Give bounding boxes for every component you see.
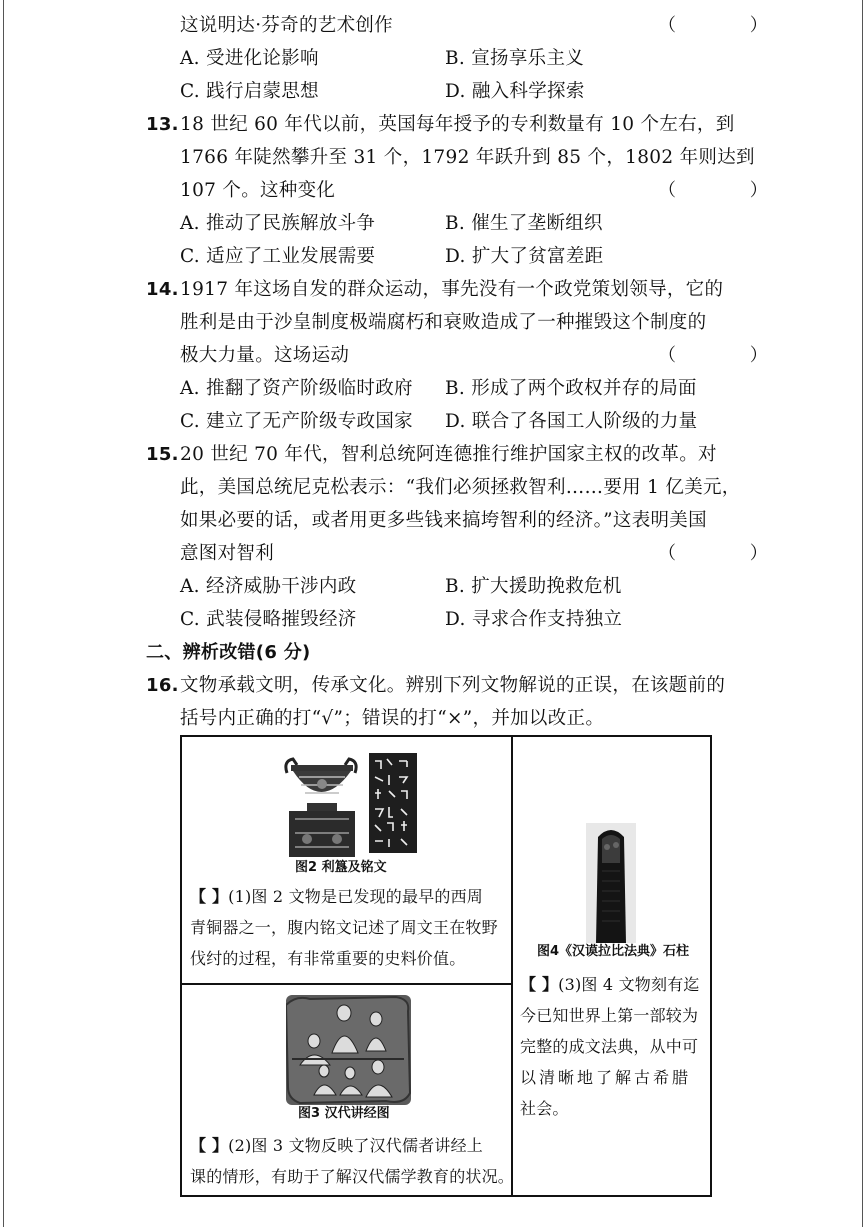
q12-option-a[interactable]: A. 受进化论影响 bbox=[180, 48, 319, 69]
fig4-statement-line3: 完整的成文法典，从中可 bbox=[520, 1037, 699, 1056]
q15-answer-paren[interactable]: （ ） bbox=[658, 543, 802, 564]
q14-stem-line2: 胜利是由于沙皇制度极端腐朽和衰败造成了一种摧毁这个制度的 bbox=[180, 312, 707, 333]
q14-answer-paren[interactable]: （ ） bbox=[658, 345, 802, 366]
fig3-caption: 图3 汉代讲经图 bbox=[298, 1106, 390, 1121]
q15-option-c[interactable]: C. 武装侵略摧毁经济 bbox=[180, 609, 357, 630]
q14-option-b[interactable]: B. 形成了两个政权并存的局面 bbox=[445, 378, 697, 399]
artifact-table bbox=[180, 735, 712, 1197]
fig4-answer-bracket[interactable]: 【 】 bbox=[520, 975, 559, 994]
fig4-statement-text1: (3)图 4 文物刻有迄 bbox=[558, 975, 700, 994]
q14-option-c[interactable]: C. 建立了无产阶级专政国家 bbox=[180, 411, 413, 432]
table-horizontal-divider bbox=[182, 983, 511, 985]
q15-stem-line4: 意图对智利 bbox=[180, 543, 275, 564]
q13-option-d[interactable]: D. 扩大了贫富差距 bbox=[445, 246, 604, 267]
han-lecture-relief-image bbox=[286, 995, 411, 1105]
q12-option-d[interactable]: D. 融入科学探索 bbox=[445, 81, 585, 102]
q13-answer-paren[interactable]: （ ） bbox=[658, 180, 802, 201]
q15-option-d[interactable]: D. 寻求合作支持独立 bbox=[445, 609, 623, 630]
fig4-statement-line1 bbox=[520, 969, 700, 1000]
q15-option-a[interactable]: A. 经济威胁干涉内政 bbox=[180, 576, 357, 597]
q13-stem-line1: 18 世纪 60 年代以前，英国每年授予的专利数量有 10 个左右，到 bbox=[180, 114, 735, 135]
li-gui-bronze-image bbox=[277, 751, 422, 863]
q12-option-c[interactable]: C. 践行启蒙思想 bbox=[180, 81, 319, 102]
q15-option-b[interactable]: B. 扩大援助挽救危机 bbox=[445, 576, 622, 597]
hammurabi-stele-image bbox=[586, 823, 636, 943]
q16-stem-line2: 括号内正确的打“√”；错误的打“×”，并加以改正。 bbox=[180, 708, 605, 729]
table-vertical-divider bbox=[511, 737, 513, 1195]
q13-stem-line3: 107 个。这种变化 bbox=[180, 180, 336, 201]
fig4-statement-line5: 社会。 bbox=[520, 1099, 569, 1118]
q15-number: 15. bbox=[146, 444, 179, 465]
section-title: 二、辨析改错(6 分) bbox=[146, 642, 311, 663]
fig2-statement-text1: (1)图 2 文物是已发现的最早的西周 bbox=[228, 887, 483, 906]
q13-stem-line2: 1766 年陡然攀升至 31 个，1792 年跃升到 85 个，1802 年则达到 bbox=[180, 147, 755, 168]
q12-answer-paren[interactable]: （ ） bbox=[658, 15, 802, 36]
fig4-caption: 图4《汉谟拉比法典》石柱 bbox=[537, 944, 690, 959]
fig2-statement-line1 bbox=[190, 881, 483, 912]
q13-number: 13. bbox=[146, 114, 179, 135]
q13-option-c[interactable]: C. 适应了工业发展需要 bbox=[180, 246, 376, 267]
q13-option-b[interactable]: B. 催生了垄断组织 bbox=[445, 213, 603, 234]
q12-stem-tail: 这说明达·芬奇的艺术创作 bbox=[180, 15, 393, 36]
q16-stem-line1: 文物承载文明，传承文化。辨别下列文物解说的正误，在该题前的 bbox=[180, 675, 726, 696]
fig4-statement-line2: 今已知世界上第一部较为 bbox=[520, 1006, 699, 1025]
q14-option-d[interactable]: D. 联合了各国工人阶级的力量 bbox=[445, 411, 698, 432]
q14-stem-line1: 1917 年这场自发的群众运动，事先没有一个政党策划领导，它的 bbox=[180, 279, 724, 300]
fig3-answer-bracket[interactable]: 【 】 bbox=[190, 1136, 229, 1155]
fig3-statement-line2: 课的情形，有助于了解汉代儒学教育的状况。 bbox=[190, 1167, 515, 1186]
q12-option-b[interactable]: B. 宣扬享乐主义 bbox=[445, 48, 585, 69]
q14-number: 14. bbox=[146, 279, 179, 300]
fig4-statement-line4: 以清晰地了解古希腊 bbox=[520, 1068, 692, 1087]
fig3-statement-line1 bbox=[190, 1130, 483, 1161]
q14-option-a[interactable]: A. 推翻了资产阶级临时政府 bbox=[180, 378, 413, 399]
fig2-statement-line3: 伐纣的过程，有非常重要的史料价值。 bbox=[190, 949, 466, 968]
q14-stem-line3: 极大力量。这场运动 bbox=[180, 345, 350, 366]
q15-stem-line1: 20 世纪 70 年代，智利总统阿连德推行维护国家主权的改革。对 bbox=[180, 444, 717, 465]
q15-stem-line3: 如果必要的话，或者用更多些钱来搞垮智利的经济。”这表明美国 bbox=[180, 510, 707, 531]
fig2-caption: 图2 利簋及铭文 bbox=[295, 860, 387, 875]
q13-option-a[interactable]: A. 推动了民族解放斗争 bbox=[180, 213, 376, 234]
fig2-statement-line2: 青铜器之一，腹内铭文记述了周文王在牧野 bbox=[190, 918, 498, 937]
fig2-answer-bracket[interactable]: 【 】 bbox=[190, 887, 229, 906]
q15-stem-line2: 此，美国总统尼克松表示：“我们必须拯救智利……要用 1 亿美元， bbox=[180, 477, 741, 498]
q16-number: 16. bbox=[146, 675, 179, 696]
fig3-statement-text1: (2)图 3 文物反映了汉代儒者讲经上 bbox=[228, 1136, 483, 1155]
